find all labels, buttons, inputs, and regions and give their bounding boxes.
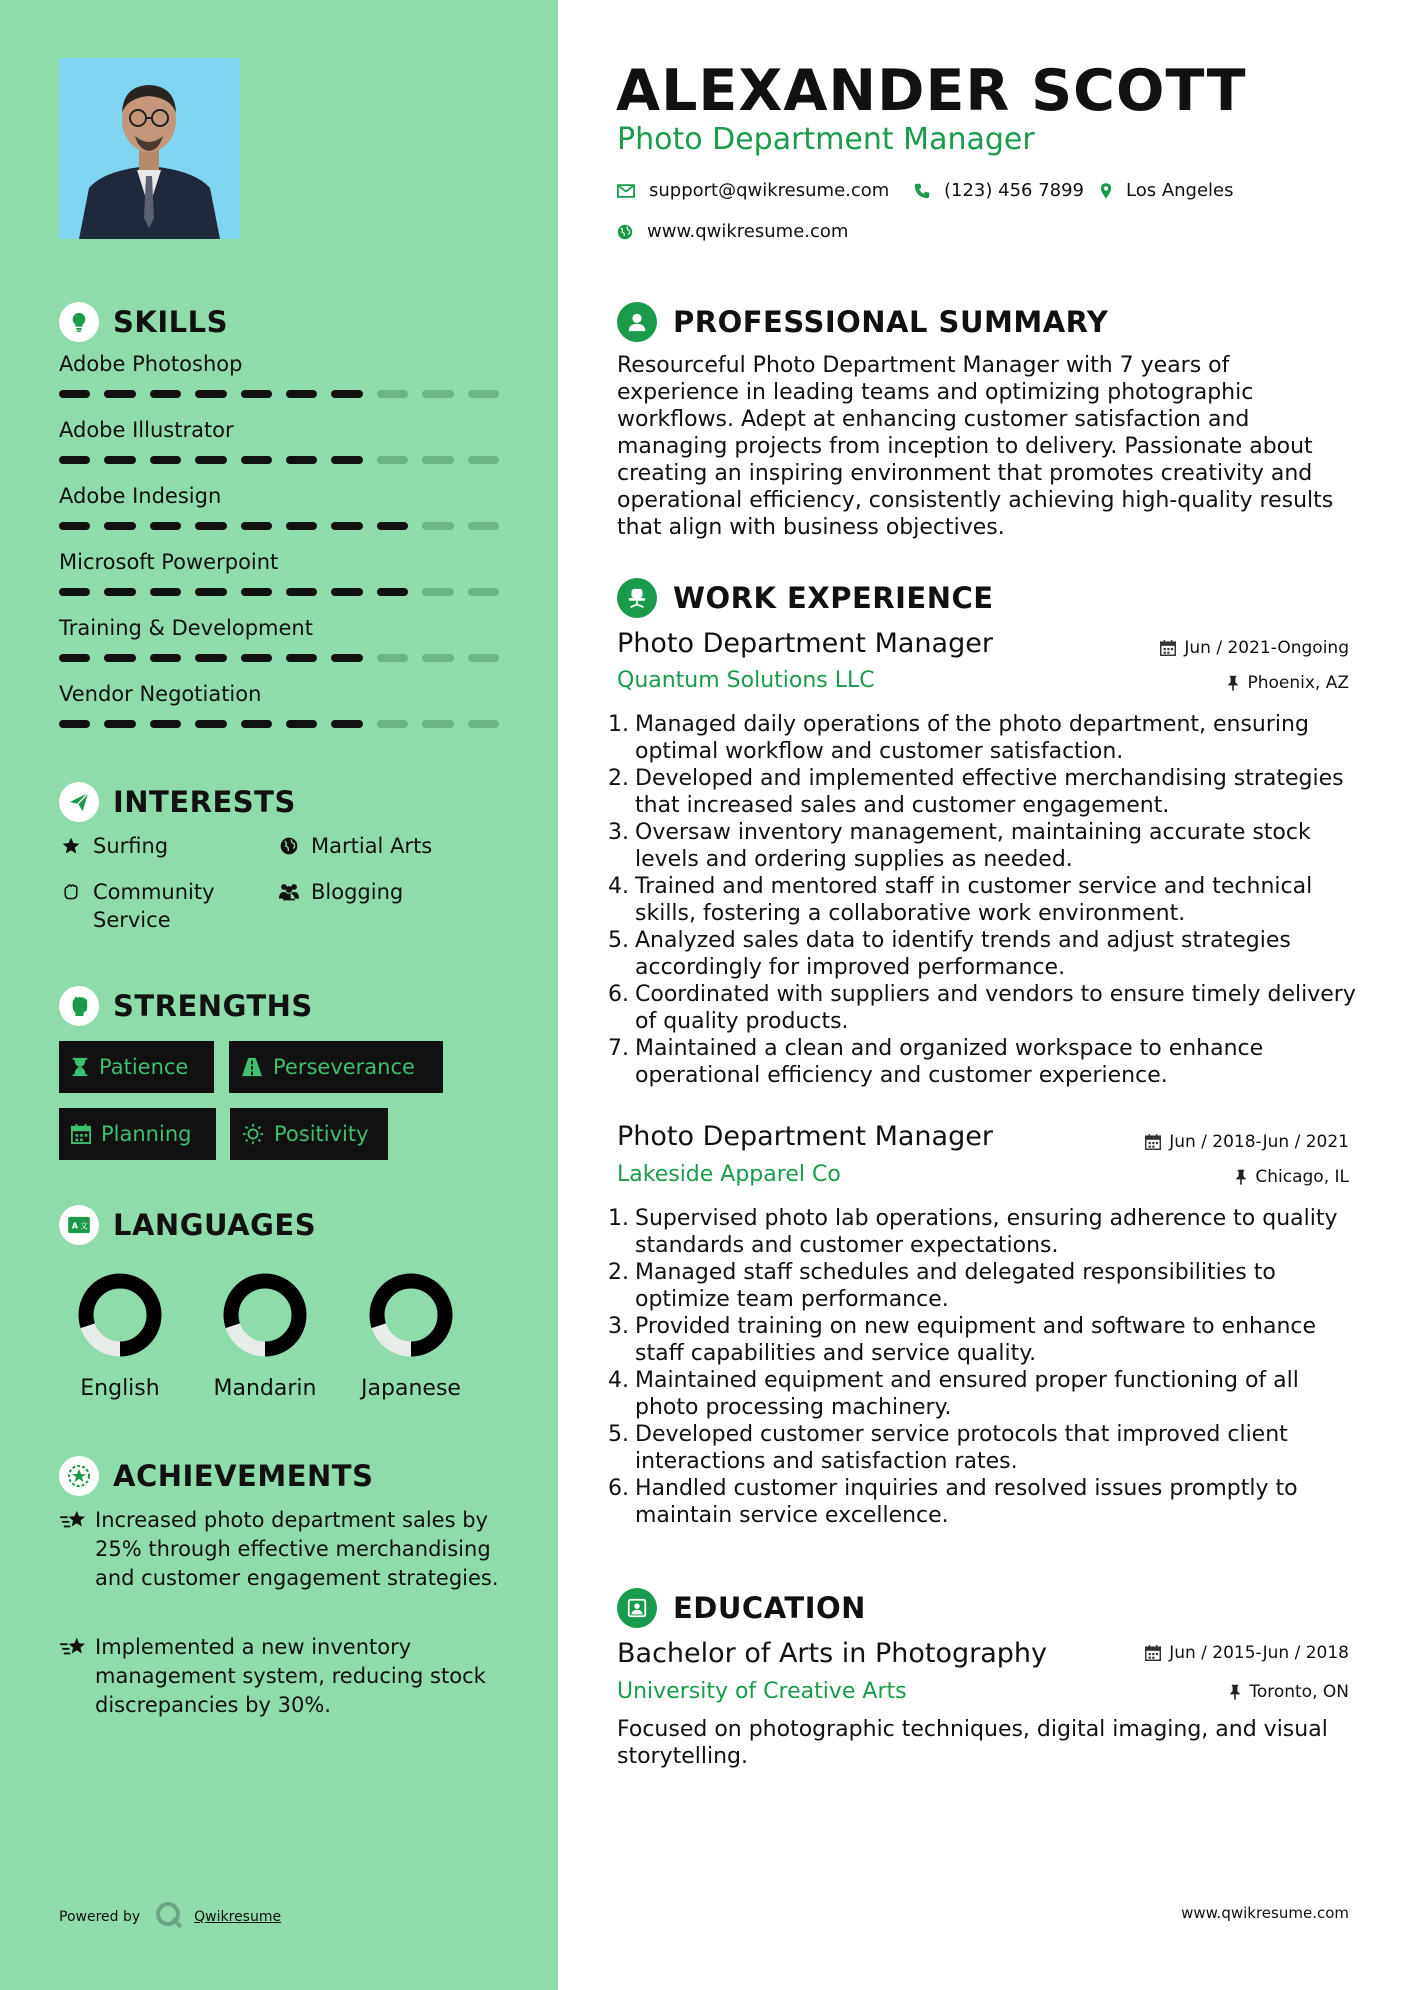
language-proficiency-ring <box>368 1272 454 1358</box>
skill-level-segment <box>150 522 181 530</box>
bullet-text: Trained and mentored staff in customer service and technical skills, fostering a collaborative work environment. <box>635 874 1313 926</box>
skill-level-segment <box>468 456 499 464</box>
job-title: Photo Department Manager <box>617 628 993 659</box>
skill-level-segment <box>241 456 272 464</box>
bullet-number: 3. <box>608 820 629 845</box>
skill-level-segment <box>104 588 135 596</box>
job-bullet <box>608 1035 1368 1089</box>
job-bullets <box>608 1205 1368 1529</box>
skill-level-segment <box>150 390 181 398</box>
skill-level-bar <box>59 390 499 398</box>
skill-item <box>59 484 499 530</box>
skill-level-segment <box>59 720 90 728</box>
skill-level-segment <box>377 720 408 728</box>
lightbulb-icon <box>59 302 99 342</box>
globe-icon <box>617 224 633 240</box>
skill-level-segment <box>59 522 90 530</box>
skill-level-segment <box>286 522 317 530</box>
job-company: Quantum Solutions LLC <box>617 668 875 693</box>
skill-level-segment <box>377 654 408 662</box>
job-bullet <box>608 927 1368 981</box>
job-location <box>1235 1167 1349 1187</box>
skill-level-segment <box>468 588 499 596</box>
shooting-star-icon <box>59 1506 95 1593</box>
office-chair-icon <box>617 578 657 618</box>
skill-level-segment <box>104 654 135 662</box>
school-name: University of Creative Arts <box>617 1679 907 1704</box>
bullet-number: 3. <box>608 1314 629 1339</box>
bullet-text: Handled customer inquiries and resolved issues promptly to maintain service excellence. <box>635 1476 1298 1528</box>
job-bullet <box>608 873 1368 927</box>
skill-level-segment <box>377 588 408 596</box>
job-title: Photo Department Manager <box>617 1121 993 1152</box>
language-name: English <box>80 1376 160 1401</box>
star-icon <box>59 832 83 860</box>
skill-level-bar <box>59 654 499 662</box>
skill-level-bar <box>59 720 499 728</box>
bullet-text: Managed daily operations of the photo department, ensuring optimal workflow and customer satisfaction. <box>635 712 1309 764</box>
skill-level-segment <box>59 588 90 596</box>
skill-level-bar <box>59 588 499 596</box>
star-badge-icon <box>59 1456 99 1496</box>
strength-label: Positivity <box>274 1122 369 1146</box>
skill-level-segment <box>195 456 226 464</box>
achievements-header <box>59 1456 373 1496</box>
skill-level-segment <box>59 456 90 464</box>
skill-name: Vendor Negotiation <box>59 682 262 706</box>
interest-label: Community Service <box>93 880 215 932</box>
email-text: support@qwikresume.com <box>649 180 890 201</box>
job-bullet <box>608 765 1368 819</box>
skills-header <box>59 302 228 342</box>
summary-title: PROFESSIONAL SUMMARY <box>673 305 1109 339</box>
sun-icon <box>242 1123 264 1145</box>
bullet-number: 2. <box>608 766 629 791</box>
summary-text: Resourceful Photo Department Manager with 7 years of experience in leading teams and optimizing photographic workflows. Adept at enhancing customer satisfaction and managing projects from inception to delivery. Passionate about creating an inspiring environment that promotes creativity and operational efficiency, consistently achieving high-quality results that align with business objectives. <box>617 353 1334 540</box>
skill-level-segment <box>150 720 181 728</box>
language-item <box>205 1272 325 1401</box>
job-bullet <box>608 1475 1368 1529</box>
powered-by <box>59 1900 281 1934</box>
graduation-icon <box>617 1588 657 1628</box>
calendar-icon <box>1145 1645 1161 1661</box>
skill-level-segment <box>422 522 453 530</box>
skill-level-segment <box>241 720 272 728</box>
skill-name: Adobe Photoshop <box>59 352 243 376</box>
language-proficiency-ring <box>222 1272 308 1358</box>
education-dates-text: Jun / 2015-Jun / 2018 <box>1169 1643 1349 1663</box>
skill-level-segment <box>195 588 226 596</box>
bullet-number: 6. <box>608 982 629 1007</box>
skill-name: Microsoft Powerpoint <box>59 550 279 574</box>
paper-plane-icon <box>59 782 99 822</box>
languages-title: LANGUAGES <box>113 1208 317 1242</box>
skill-level-segment <box>286 720 317 728</box>
bullet-text: Supervised photo lab operations, ensuring adherence to quality standards and customer expectations. <box>635 1206 1338 1258</box>
skill-item <box>59 616 499 662</box>
strength-label: Perseverance <box>273 1055 415 1079</box>
strength-tag <box>59 1108 216 1160</box>
skill-level-segment <box>331 522 362 530</box>
interest-label: Martial Arts <box>311 834 433 858</box>
achievement-item <box>59 1506 499 1593</box>
skill-item <box>59 682 499 728</box>
skill-level-segment <box>331 720 362 728</box>
svg-text:文: 文 <box>79 1220 88 1231</box>
language-proficiency-ring <box>77 1272 163 1358</box>
skill-level-segment <box>195 390 226 398</box>
job-bullet <box>608 711 1368 765</box>
skill-level-segment <box>59 654 90 662</box>
fist-icon <box>59 986 99 1026</box>
skill-level-segment <box>150 654 181 662</box>
skill-level-segment <box>331 654 362 662</box>
job-bullet <box>608 1313 1368 1367</box>
strength-tag <box>59 1041 214 1093</box>
bullet-number: 5. <box>608 928 629 953</box>
map-pin-icon <box>1100 182 1112 200</box>
skill-level-segment <box>150 588 181 596</box>
summary-header <box>617 302 1108 342</box>
strength-tag <box>230 1108 388 1160</box>
interests-header <box>59 782 296 822</box>
qwikresume-logo-icon <box>154 1900 184 1934</box>
users-icon <box>277 878 301 906</box>
interest-item <box>59 878 215 934</box>
svg-text:A: A <box>71 1220 79 1231</box>
education-header <box>617 1588 866 1628</box>
skill-level-segment <box>195 522 226 530</box>
footer-website[interactable]: www.qwikresume.com <box>1181 1904 1349 1922</box>
calendar-icon <box>1160 640 1176 656</box>
job-bullet <box>608 819 1368 873</box>
skill-level-segment <box>104 390 135 398</box>
bullet-text: Developed and implemented effective merchandising strategies that increased sales and customer engagement. <box>635 766 1344 818</box>
qwikresume-link[interactable]: Qwikresume <box>194 1909 282 1925</box>
skill-level-segment <box>104 720 135 728</box>
interest-item <box>59 832 168 860</box>
achievements-title: ACHIEVEMENTS <box>113 1459 374 1493</box>
pushpin-icon <box>1227 675 1239 691</box>
experience-title: WORK EXPERIENCE <box>673 581 994 615</box>
skill-level-segment <box>422 720 453 728</box>
website-text: www.qwikresume.com <box>647 221 849 242</box>
bullet-number: 6. <box>608 1476 629 1501</box>
skill-level-bar <box>59 522 499 530</box>
skill-level-segment <box>377 522 408 530</box>
hand-icon <box>59 878 83 906</box>
bullet-text: Maintained a clean and organized workspace to enhance operational efficiency and customer experience. <box>635 1036 1264 1088</box>
skill-level-segment <box>286 456 317 464</box>
skill-level-segment <box>422 456 453 464</box>
language-item <box>351 1272 471 1401</box>
job-location-text: Chicago, IL <box>1255 1167 1349 1187</box>
languages-header <box>59 1205 316 1245</box>
language-icon <box>59 1205 99 1245</box>
skill-level-segment <box>331 588 362 596</box>
shooting-star-icon <box>59 1633 95 1720</box>
bullet-number: 7. <box>608 1036 629 1061</box>
job-dates <box>1145 1132 1349 1152</box>
interest-label: Blogging <box>311 880 404 904</box>
skill-level-segment <box>468 390 499 398</box>
skill-item <box>59 550 499 596</box>
skill-level-segment <box>195 720 226 728</box>
skill-level-segment <box>468 522 499 530</box>
skill-level-segment <box>59 390 90 398</box>
job-company: Lakeside Apparel Co <box>617 1162 841 1187</box>
skill-level-segment <box>468 654 499 662</box>
strengths-header <box>59 986 313 1026</box>
interest-item <box>277 878 403 906</box>
job-location-text: Phoenix, AZ <box>1247 673 1349 693</box>
education-title: EDUCATION <box>673 1591 866 1625</box>
bullet-number: 1. <box>608 712 629 737</box>
job-bullet <box>608 1259 1368 1313</box>
skill-item <box>59 352 499 398</box>
education-dates <box>1145 1643 1349 1663</box>
phone-icon <box>914 183 930 199</box>
interests-title: INTERESTS <box>113 785 296 819</box>
hourglass-icon <box>71 1057 89 1077</box>
candidate-name: ALEXANDER SCOTT <box>616 58 1247 124</box>
skill-level-segment <box>104 522 135 530</box>
contact-location <box>1100 180 1234 201</box>
skill-level-segment <box>104 456 135 464</box>
skill-level-segment <box>286 390 317 398</box>
interest-label: Surfing <box>93 834 169 858</box>
road-icon <box>241 1057 263 1077</box>
job-bullet <box>608 981 1368 1035</box>
education-description: Focused on photographic techniques, digital imaging, and visual storytelling. <box>617 1717 1328 1769</box>
skill-level-segment <box>241 588 272 596</box>
skill-level-segment <box>422 588 453 596</box>
bullet-number: 1. <box>608 1206 629 1231</box>
profile-photo <box>59 58 240 239</box>
job-bullets <box>608 711 1368 1089</box>
phone-text: (123) 456 7899 <box>944 180 1085 201</box>
interest-item <box>277 832 432 860</box>
contact-email[interactable] <box>617 180 889 201</box>
candidate-role: Photo Department Manager <box>617 122 1035 157</box>
education-location-text: Toronto, ON <box>1249 1682 1349 1702</box>
bullet-number: 2. <box>608 1260 629 1285</box>
globe-icon <box>277 832 301 860</box>
achievement-text: Increased photo department sales by 25% through effective merchandising and customer engagement strategies. <box>95 1508 499 1590</box>
skill-level-segment <box>377 456 408 464</box>
job-dates <box>1160 638 1349 658</box>
skill-level-segment <box>422 654 453 662</box>
strengths-title: STRENGTHS <box>113 989 313 1023</box>
degree-title: Bachelor of Arts in Photography <box>617 1638 1047 1669</box>
bullet-text: Developed customer service protocols that improved client interactions and satisfaction rates. <box>635 1422 1288 1474</box>
strength-label: Patience <box>99 1055 189 1079</box>
job-bullet <box>608 1205 1368 1259</box>
bullet-number: 4. <box>608 1368 629 1393</box>
skill-level-bar <box>59 456 499 464</box>
skill-level-segment <box>150 456 181 464</box>
job-bullet <box>608 1421 1368 1475</box>
contact-phone[interactable] <box>914 180 1084 201</box>
skill-level-segment <box>241 654 272 662</box>
strength-label: Planning <box>101 1122 192 1146</box>
skills-title: SKILLS <box>113 305 228 339</box>
bullet-text: Coordinated with suppliers and vendors to ensure timely delivery of quality products. <box>635 982 1356 1034</box>
bullet-text: Provided training on new equipment and software to enhance staff capabilities and service quality. <box>635 1314 1317 1366</box>
skill-name: Adobe Indesign <box>59 484 222 508</box>
bullet-text: Analyzed sales data to identify trends and adjust strategies accordingly for improved performance. <box>635 928 1291 980</box>
bullet-number: 5. <box>608 1422 629 1447</box>
job-dates-text: Jun / 2018-Jun / 2021 <box>1169 1132 1349 1152</box>
skill-level-segment <box>286 588 317 596</box>
skill-level-segment <box>241 522 272 530</box>
envelope-icon <box>617 184 635 198</box>
skill-name: Training & Development <box>59 616 313 640</box>
skill-item <box>59 418 499 464</box>
language-name: Mandarin <box>213 1376 317 1401</box>
sidebar <box>0 0 558 1990</box>
bullet-number: 4. <box>608 874 629 899</box>
bullet-text: Managed staff schedules and delegated responsibilities to optimize team performance. <box>635 1260 1276 1312</box>
pushpin-icon <box>1235 1169 1247 1185</box>
job-dates-text: Jun / 2021-Ongoing <box>1184 638 1349 658</box>
achievement-item <box>59 1633 499 1720</box>
calendar-icon <box>1145 1134 1161 1150</box>
achievement-text: Implemented a new inventory management system, reducing stock discrepancies by 30%. <box>95 1635 486 1717</box>
skill-level-segment <box>195 654 226 662</box>
experience-header <box>617 578 994 618</box>
education-location <box>1229 1682 1349 1702</box>
skill-level-segment <box>377 390 408 398</box>
powered-by-label: Powered by <box>59 1909 141 1925</box>
language-item <box>60 1272 180 1401</box>
language-name: Japanese <box>361 1376 461 1401</box>
pushpin-icon <box>1229 1684 1241 1700</box>
skill-level-segment <box>468 720 499 728</box>
skill-level-segment <box>286 654 317 662</box>
job-bullet <box>608 1367 1368 1421</box>
location-text: Los Angeles <box>1126 180 1234 201</box>
job-location <box>1227 673 1349 693</box>
bullet-text: Maintained equipment and ensured proper functioning of all photo processing machinery. <box>635 1368 1299 1420</box>
skill-level-segment <box>331 390 362 398</box>
contact-website[interactable] <box>617 221 848 242</box>
strength-tag <box>229 1041 443 1093</box>
skill-level-segment <box>241 390 272 398</box>
bullet-text: Oversaw inventory management, maintaining accurate stock levels and ordering supplies as needed. <box>635 820 1311 872</box>
skill-level-segment <box>422 390 453 398</box>
skill-level-segment <box>331 456 362 464</box>
skill-name: Adobe Illustrator <box>59 418 234 442</box>
calendar-icon <box>71 1124 91 1144</box>
user-icon <box>617 302 657 342</box>
